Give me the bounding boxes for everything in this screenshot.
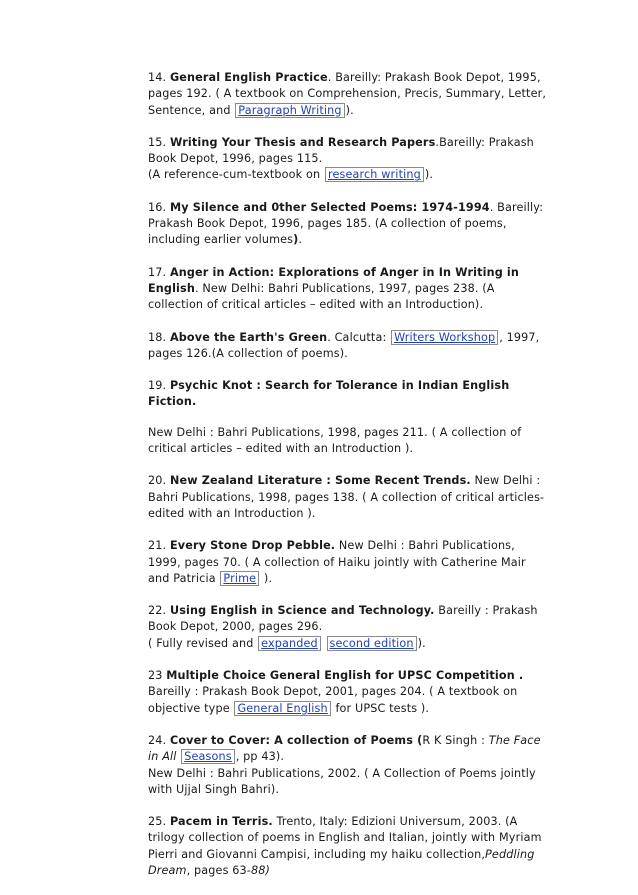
bibliography-entry-22 xyxy=(148,603,548,652)
entry-text: New Delhi : Bahri Publications, 1998, pages 211. ( A collection of critical articles – edited with an Introduction ). xyxy=(148,425,522,456)
bibliography-list xyxy=(148,70,548,895)
seasons-link[interactable]: Seasons xyxy=(181,749,234,764)
prime-link[interactable]: Prime xyxy=(220,571,259,586)
expanded-link[interactable]: expanded xyxy=(258,636,321,651)
entry-title: Writing Your Thesis and Research Papers xyxy=(169,135,436,149)
bibliography-entry-23 xyxy=(148,668,548,717)
bibliography-entry-14 xyxy=(148,70,548,119)
entry-text: 16. My Silence and 0ther Selected Poems: 1974-1994. Bareilly: Prakash Book Depot, 1996, pages 185. (A collection of poems, including earlier volumes). xyxy=(148,200,544,247)
entry-text: 21. Every Stone Drop Pebble. New Delhi : Bahri Publications, 1999, pages 70. ( A collection of Haiku jointly with Catherine Mair and Patricia Prime ). xyxy=(148,539,526,585)
entry-text: 20. New Zealand Literature : Some Recent Trends. New Delhi : Bahri Publications, 1998, pages 138. ( A collection of critical articles- edited with an Introduction ). xyxy=(148,474,545,520)
entry-title: My Silence and 0ther Selected Poems: 1974-1994 xyxy=(169,200,490,214)
entry-title: Psychic Knot : Search for Tolerance in Indian English Fiction. xyxy=(148,379,510,409)
entry-note: (A reference-cum-textbook on research writing ). xyxy=(148,168,434,182)
entry-number: 17. xyxy=(148,265,167,279)
entry-title: Every Stone Drop Pebble. xyxy=(169,539,336,553)
bibliography-entry-19-body xyxy=(148,425,548,458)
bibliography-entry-19-title xyxy=(148,378,548,411)
research-writing-link[interactable]: research writing xyxy=(325,167,424,182)
entry-text: 18. Above the Earth's Green. Calcutta: Writers Workshop , 1997, pages 126.(A collection of poems). xyxy=(148,330,540,360)
bibliography-entry-20 xyxy=(148,473,548,522)
entry-number: 24. xyxy=(148,733,167,747)
entry-title: New Zealand Literature : Some Recent Trends. xyxy=(169,474,471,488)
entry-text: 15. Writing Your Thesis and Research Papers.Bareilly: Prakash Book Depot, 1996, pages 115. xyxy=(148,135,534,166)
entry-note: New Delhi : Bahri Publications, 2002. ( A Collection of Poems jointly with Ujjal Singh Bahri). xyxy=(148,766,536,796)
writers-workshop-link[interactable]: Writers Workshop xyxy=(391,330,498,345)
paragraph-writing-link[interactable]: Paragraph Writing xyxy=(235,103,344,118)
entry-note: ( Fully revised and expanded second edition ). xyxy=(148,636,426,650)
entry-number: 25. xyxy=(148,815,167,829)
entry-number: 18. xyxy=(148,330,167,344)
general-english-link[interactable]: General English xyxy=(234,701,330,716)
entry-title: Using English in Science and Technology. xyxy=(169,604,435,618)
entry-text: 23 Multiple Choice General English for UPSC Competition . Bareilly : Prakash Book Depot, 2001, pages 204. ( A textbook on objective type General English for UPSC tests ). xyxy=(148,669,524,715)
entry-text: 24. Cover to Cover: A collection of Poems (R K Singh : The Face in All Seasons , pp 43). xyxy=(148,733,541,764)
entry-number: 21. xyxy=(148,539,167,553)
entry-text xyxy=(148,378,548,411)
entry-number: 22. xyxy=(148,604,167,618)
entry-text: 22. Using English in Science and Technology. Bareilly : Prakash Book Depot, 2000, pages 296. xyxy=(148,604,538,634)
entry-number: 20. xyxy=(148,474,167,488)
entry-text: 17. Anger in Action: Explorations of Anger in In Writing in English. New Delhi: Bahri Publications, 1997, pages 238. (A collection of critical articles – edited with an Introduction). xyxy=(148,265,520,312)
second-edition-link[interactable]: second edition xyxy=(327,636,417,651)
entry-number: 15. xyxy=(148,135,167,149)
entry-number: 23 xyxy=(148,669,163,683)
bibliography-entry-25 xyxy=(148,814,548,879)
bibliography-entry-15 xyxy=(148,135,548,184)
bibliography-entry-17 xyxy=(148,265,548,314)
entry-title: Pacem in Terris. xyxy=(169,815,273,829)
entry-title: Cover to Cover: A collection of Poems ( xyxy=(169,733,423,747)
entry-number: 14. xyxy=(148,71,167,84)
entry-number: 16. xyxy=(148,200,167,214)
bibliography-entry-16 xyxy=(148,200,548,249)
entry-title: General English Practice xyxy=(169,71,328,84)
entry-title: Multiple Choice General English for UPSC Competition . xyxy=(166,669,524,683)
entry-title: Anger in Action: Explorations of Anger in In Writing in English xyxy=(148,265,520,295)
entry-text: 14. General English Practice. Bareilly: Prakash Book Depot, 1995, pages 192. ( A textbook on Comprehension, Precis, Summary, Letter, Sentence, and Paragraph Writing ). xyxy=(148,71,547,117)
bibliography-entry-18 xyxy=(148,330,548,363)
bibliography-entry-21 xyxy=(148,538,548,587)
bibliography-entry-24 xyxy=(148,733,548,798)
entry-title: Above the Earth's Green xyxy=(169,330,328,344)
entry-text: 25. Pacem in Terris. Trento, Italy: Edizioni Universum, 2003. (A trilogy collection of poems in English and Italian, jointly with Myriam Pierri and Giovanni Campisi, including my haiku collection,Peddling Dream, pages 63-88) xyxy=(148,815,542,877)
entry-number: 19. xyxy=(148,379,167,393)
